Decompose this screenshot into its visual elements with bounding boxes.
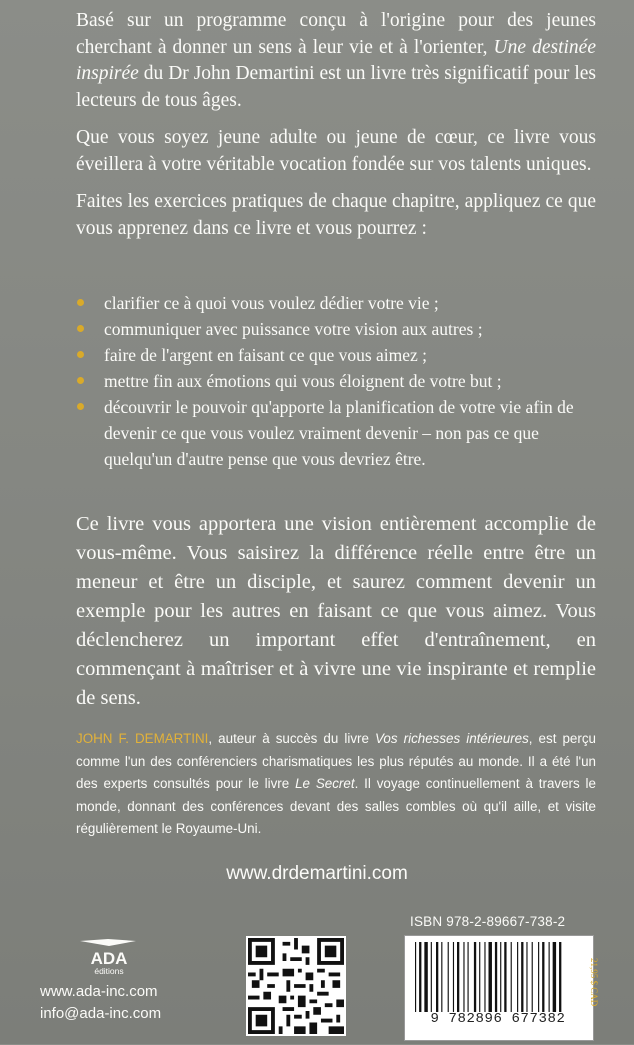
barcode-bar [500, 942, 501, 1012]
barcode-bar [538, 942, 539, 1012]
barcode-bar [484, 942, 485, 1012]
list-item-text: découvrir le pouvoir qu'apporte la planification de votre vie afin de devenir ce que vous voulez vraiment devenir – non pas ce que quelqu'un d'autre pense que vous devriez être. [104, 397, 574, 469]
barcode-bar [419, 942, 421, 1012]
intro-paragraph-3: Faites les exercices pratiques de chaque chapitre, appliquez ce que vous apprenez dans ce livre et vous pourrez : [76, 191, 596, 239]
bullet-icon [77, 403, 84, 410]
barcode-bar [479, 942, 480, 1012]
bullet-icon [77, 325, 84, 332]
barcode-bar [495, 942, 497, 1012]
isbn-label: ISBN 978-2-89667-738-2 [410, 914, 566, 929]
bio-book-2: Le Secret [295, 776, 355, 791]
benefits-list [76, 290, 596, 472]
barcode-bar [468, 942, 469, 1012]
barcode-bar [521, 942, 523, 1012]
intro-p1-text: Basé sur un programme conçu à l'origine pour des jeunes cherchant à donner un sens à leur vie et à l'orienter, [76, 10, 596, 58]
barcode-bar [542, 942, 544, 1012]
list-item [76, 316, 596, 342]
barcode-bar [431, 942, 432, 1012]
book-title: Une destinée inspirée [76, 36, 596, 84]
barcode-bar [549, 942, 550, 1012]
barcode-bar [474, 942, 476, 1012]
intro-paragraph-1 [76, 8, 596, 114]
barcode-digits: 9 782896 677382 [430, 1011, 566, 1027]
barcode-bar [441, 942, 442, 1012]
list-item-text: faire de l'argent en faisant ce que vous aimez ; [104, 345, 428, 365]
barcode-bar [559, 942, 561, 1012]
barcode-bar [448, 942, 449, 1012]
list-item [76, 290, 596, 316]
barcode-bar [463, 942, 464, 1012]
list-item [76, 342, 596, 368]
publisher-logo [78, 937, 140, 977]
list-item-text: clarifier ce à quoi vous voulez dédier votre vie ; [104, 293, 439, 313]
logo-text: ADA [90, 949, 128, 968]
list-item-text: mettre fin aux émotions qui vous éloignent de votre but ; [104, 371, 502, 391]
list-item [76, 394, 596, 472]
publisher-website[interactable]: www.ada-inc.com [40, 983, 158, 1000]
intro-text [76, 8, 596, 253]
bio-text-1: , auteur à succès du livre [208, 731, 375, 746]
bullet-icon [77, 299, 84, 306]
barcode-bar [504, 942, 506, 1012]
list-item [76, 368, 596, 394]
barcode-bar [436, 942, 438, 1012]
logo-mark [80, 939, 136, 946]
author-website[interactable]: www.drdemartini.com [226, 863, 408, 884]
intro-p1-text-end: du Dr John Demartini est un livre très significatif pour les lecteurs de tous âges. [76, 63, 596, 111]
barcode-bar [517, 942, 518, 1012]
author-bio [76, 728, 596, 841]
bio-book-1: Vos richesses intérieures [375, 731, 529, 746]
logo-subtext: éditions [94, 966, 124, 976]
barcode-bar [453, 942, 454, 1012]
barcode-bar [489, 942, 492, 1012]
price-label: 21,95 $ CAD [589, 958, 599, 1007]
publisher-email[interactable]: info@ada-inc.com [40, 1005, 162, 1022]
barcode-bar [511, 942, 512, 1012]
barcode-bar [553, 942, 556, 1012]
barcode-bar [424, 942, 427, 1012]
outro-paragraph: Ce livre vous apportera une vision entièrement accomplie de vous-même. Vous saisirez la différence réelle entre être un meneur et être un disciple, et saurez comment devenir un exemple pour les autres en faisant ce que vous aimez. Vous déclencherez un important effet d'entraînement, en commençant à maîtriser et à vivre une vie inspirante et remplie de sens. [76, 513, 596, 709]
bullet-icon [77, 351, 84, 358]
bio-text-2: , est perçu comme l'un des conférenciers charismatiques les plus réputés au monde. Il a été l'un des experts consultés pour le livre [76, 731, 596, 791]
list-item-text: communiquer avec puissance votre vision aux autres ; [104, 319, 483, 339]
barcode-bar [526, 942, 527, 1012]
intro-paragraph-2: Que vous soyez jeune adulte ou jeune de cœur, ce livre vous éveillera à votre véritable vocation fondée sur vos talents uniques. [76, 127, 596, 175]
bullet-icon [77, 377, 84, 384]
barcode-bar [415, 942, 416, 1012]
author-name: JOHN F. DEMARTINI [76, 731, 209, 746]
bio-text-3: . Il voyage continuellement à travers le monde, donnant des conférences devant des salles combles où qu'il aille, et visite régulièrement le Royaume-Uni. [76, 776, 596, 836]
qr-code[interactable] [246, 936, 346, 1036]
barcode-bar [457, 942, 459, 1012]
barcode-bar [532, 942, 533, 1012]
